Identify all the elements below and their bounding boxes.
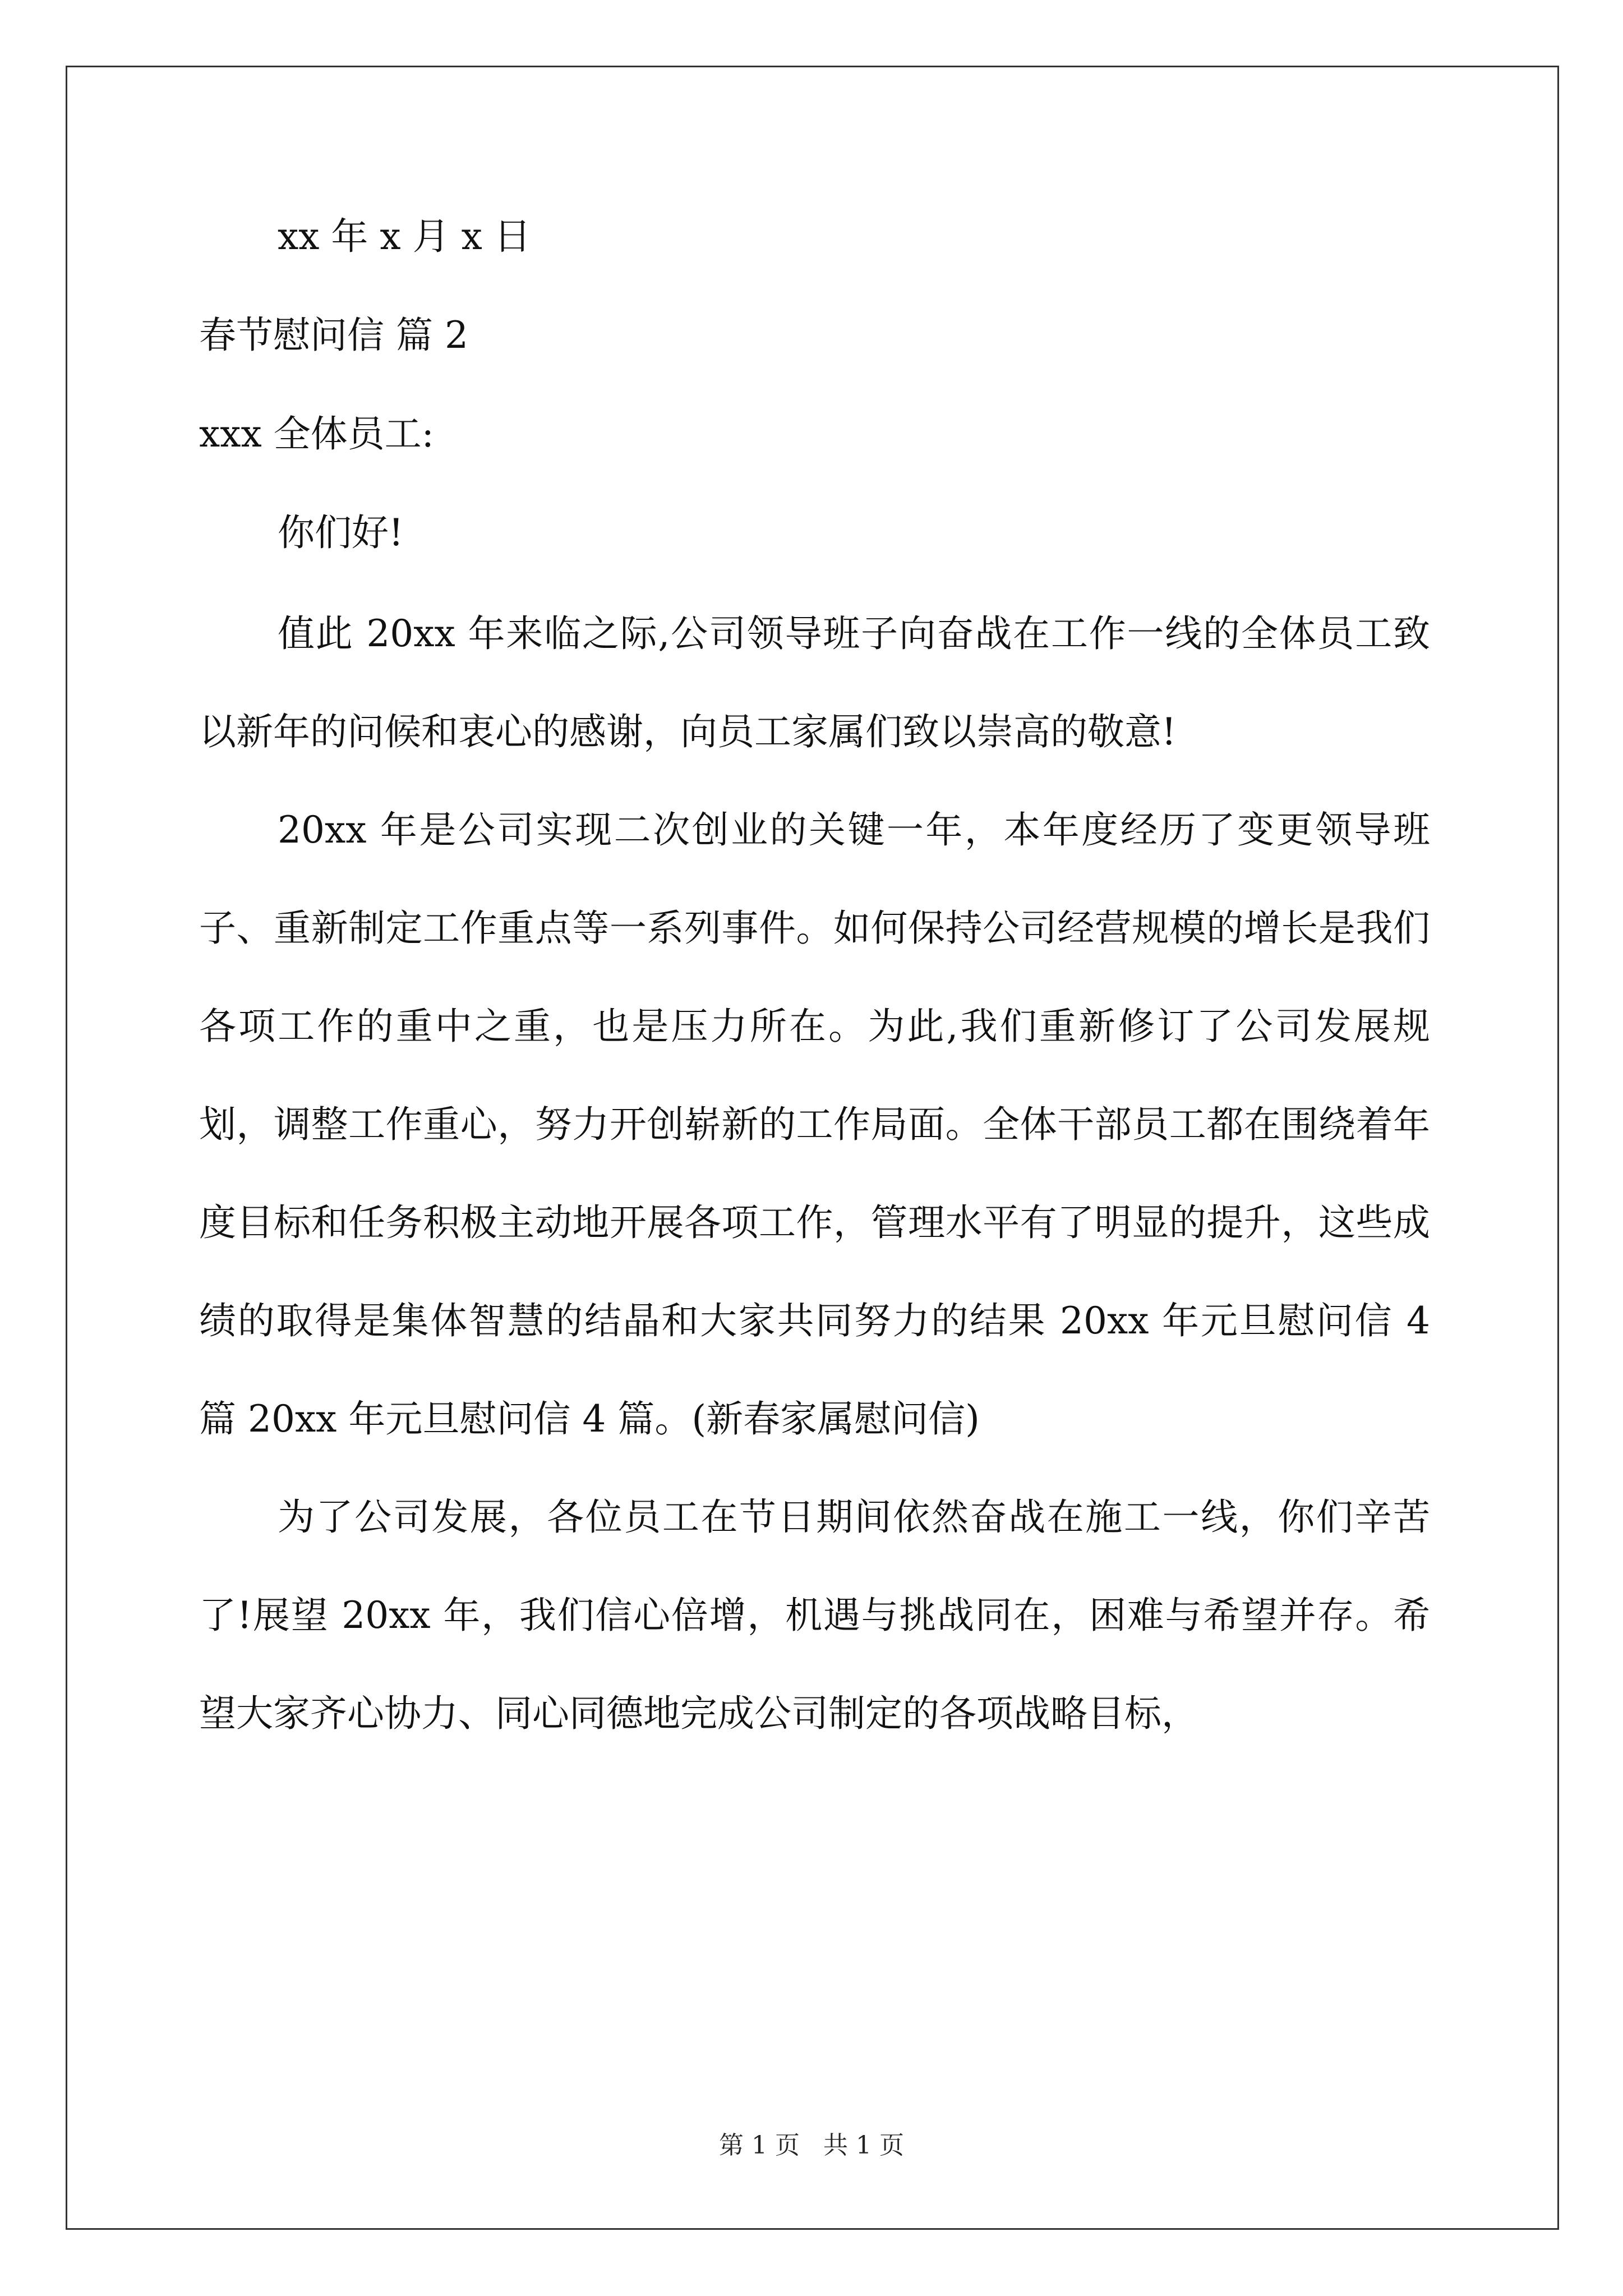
paragraph-3: 为了公司发展，各位员工在节日期间依然奋战在施工一线，你们辛苦了!展望 20xx 年，我们信心倍增，机遇与挑战同在，困难与希望并存。希望大家齐心协力、同心同德地完成公司制定的各项战略目标， <box>199 1496 1430 1735</box>
date-line: xx 年 x 月 x 日 <box>278 215 531 258</box>
greeting: 你们好! <box>278 511 404 554</box>
section-title: 春节慰问信 篇 2 <box>199 314 468 357</box>
salutation: xxx 全体员工: <box>199 412 434 455</box>
page-footer: 第 1 页 共 1 页 <box>719 2131 904 2160</box>
paragraph-1: 值此 20xx 年来临之际,公司领导班子向奋战在工作一线的全体员工致以新年的问候和衷心的感谢，向员工家属们致以崇高的敬意! <box>199 612 1430 753</box>
document-body <box>199 213 1430 1763</box>
paragraph-2: 20xx 年是公司实现二次创业的关键一年，本年度经历了变更领导班子、重新制定工作重点等一系列事件。如何保持公司经营规模的增长是我们各项工作的重中之重，也是压力所在。为此,我们重新修订了公司发展规划，调整工作重心，努力开创崭新的工作局面。全体干部员工都在围绕着年度目标和任务积极主动地开展各项工作，管理水平有了明显的提升，这些成绩的取得是集体智慧的结晶和大家共同努力的结果 20xx 年元旦慰问信 4 篇 20xx 年元旦慰问信 4 篇。(新春家属慰问信) <box>199 808 1430 1441</box>
